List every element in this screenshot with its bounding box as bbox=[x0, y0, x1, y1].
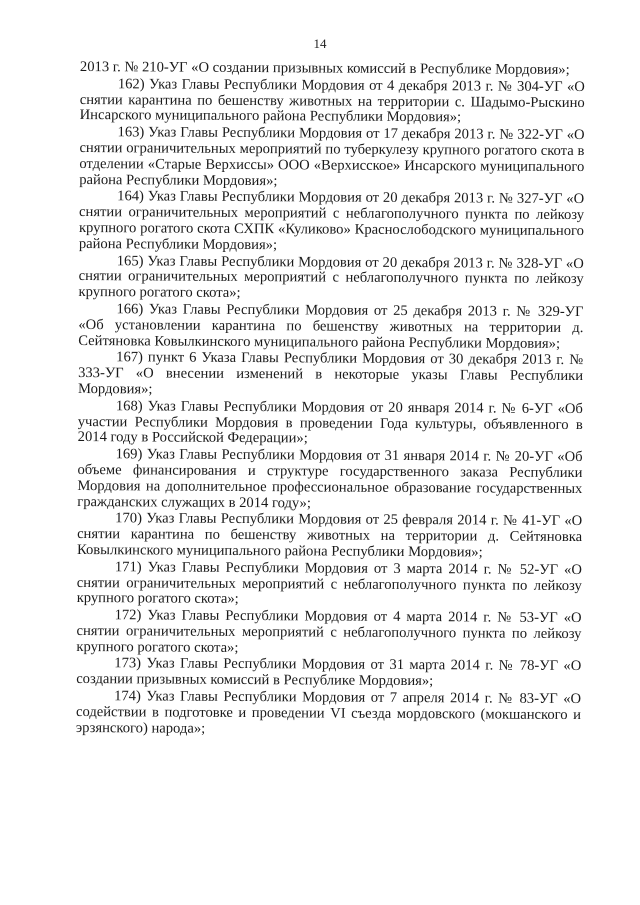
page-number: 14 bbox=[313, 36, 327, 51]
list-item-168: 168) Указ Главы Республики Мордовия от 20 января 2014 г. № 6-УГ «Об участии Республики Мордовия в проведении Года культуры, объявленного в 2014 году в Российской Федерации»; bbox=[77, 397, 583, 447]
document-body bbox=[76, 60, 585, 741]
list-item-174: 174) Указ Главы Республики Мордовия от 7 апреля 2014 г. № 83-УГ «О содействии в подготовке и проведении VI съезда мордовского (мокшанского и эрзянского) народа»; bbox=[75, 688, 582, 737]
list-item-167: 167) пункт 6 Указа Главы Республики Мордовия от 30 декабря 2013 г. № 333-УГ «О внесении изменений в некоторые указы Главы Республики Мордовия»; bbox=[77, 349, 584, 398]
list-item-172: 172) Указ Главы Республики Мордовия от 4 марта 2014 г. № 53-УГ «О снятии ограничительных мероприятий с неблагополучного пункта по лейкозу крупного рогатого скота»; bbox=[76, 607, 582, 656]
list-item-170: 170) Указ Главы Республики Мордовия от 25 февраля 2014 г. № 41-УГ «О снятии карантина по бешенству животных на территории д. Сейтяновка Ковылкинского муниципального района Республики Мордовия»; bbox=[76, 510, 583, 561]
list-item-164: 164) Указ Главы Республики Мордовия от 20 декабря 2013 г. № 327-УГ «О снятии ограничительных мероприятий с неблагополучного пункта по лейкозу крупного рогатого скота СХПК «Куликово» Краснослободского муниципального района Республики Мордовия»; bbox=[78, 188, 585, 253]
list-item-169: 169) Указ Главы Республики Мордовия от 31 января 2014 г. № 20-УГ «Об объеме финансирования и структуре государственного заказа Республики Мордовия на дополнительное профессиональное образование государственных гражданских служащих в 2014 году»; bbox=[77, 446, 583, 511]
list-item-163: 163) Указ Главы Республики Мордовия от 17 декабря 2013 г. № 322-УГ «О снятии ограничительных мероприятий по туберкулезу крупного рогатого скота в отделении «Старые Верхиссы» ООО «Верхисское» Инсарского муниципального района Республики Мордовия»; bbox=[79, 124, 585, 189]
list-item-166: 166) Указ Главы Республики Мордовия от 25 декабря 2013 г. № 329-УГ «Об установлении карантина по бешенству животных на территории д. Сейтяновка Ковылкинского муниципального района Республики Мордовия»; bbox=[78, 301, 584, 352]
list-item-171: 171) Указ Главы Республики Мордовия от 3 марта 2014 г. № 52-УГ «О снятии ограничительных мероприятий с неблагополучного пункта по лейкозу крупного рогатого скота»; bbox=[76, 558, 582, 608]
list-item-162: 162) Указ Главы Республики Мордовия от 4 декабря 2013 г. № 304-УГ «О снятии карантина по бешенству животных на территории с. Шадымо-Рыскино Инсарского муниципального района Республики Мордовия»; bbox=[79, 76, 585, 126]
list-item-173: 173) Указ Главы Республики Мордовия от 31 марта 2014 г. № 78-УГ «О создании призывных комиссий в Республике Мордовия»; bbox=[76, 655, 582, 690]
paragraph-continuation-161: 2013 г. № 210-УГ «О создании призывных комиссий в Республике Мордовия»; bbox=[79, 59, 570, 78]
list-item-165: 165) Указ Главы Республики Мордовия от 20 декабря 2013 г. № 328-УГ «О снятии ограничительных мероприятий с неблагополучного пункта по лейкозу крупного рогатого скота»; bbox=[78, 252, 584, 302]
